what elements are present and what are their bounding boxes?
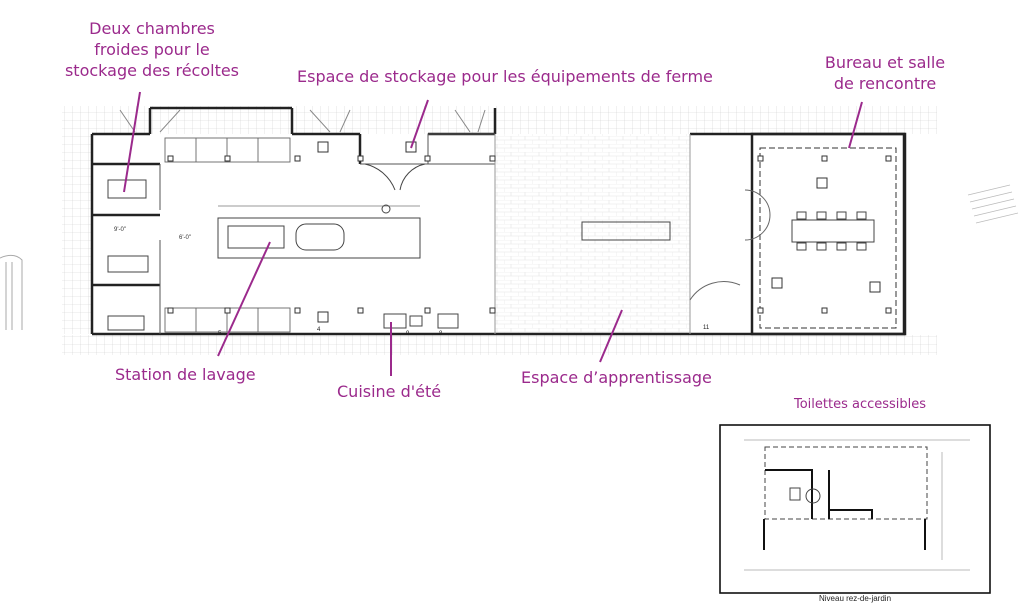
grid-number: 9 <box>406 331 410 337</box>
label-office: Bureau et salle de rencontre <box>824 53 946 93</box>
inset-caption: Niveau rez-de-jardin <box>818 594 892 603</box>
label-summer-kitchen: Cuisine d'été <box>337 382 442 401</box>
grid-number: 4 <box>317 327 321 333</box>
cold-room-fixtures <box>108 180 148 330</box>
label-accessible-toilets: Toilettes accessibles <box>793 397 927 412</box>
dimension-b: 6'-0" <box>179 235 191 241</box>
grid-number: 5 <box>218 331 222 337</box>
label-wash-station: Station de lavage <box>115 365 256 384</box>
label-learning-space: Espace d’apprentissage <box>521 368 712 387</box>
wash-station-island <box>218 205 420 258</box>
meeting-table <box>792 212 874 250</box>
site-hatching <box>0 106 1018 355</box>
dimension-a: 9'-0" <box>114 227 126 233</box>
label-cold-rooms: Deux chambres froides pour le stockage des récoltes <box>64 19 240 80</box>
label-equipment-storage: Espace de stockage pour les équipements de ferme <box>297 67 713 86</box>
grid-number: 8 <box>439 331 443 337</box>
inset-plan <box>720 425 990 593</box>
grid-number: 11 <box>703 325 710 331</box>
kitchen-fixtures <box>384 314 458 328</box>
